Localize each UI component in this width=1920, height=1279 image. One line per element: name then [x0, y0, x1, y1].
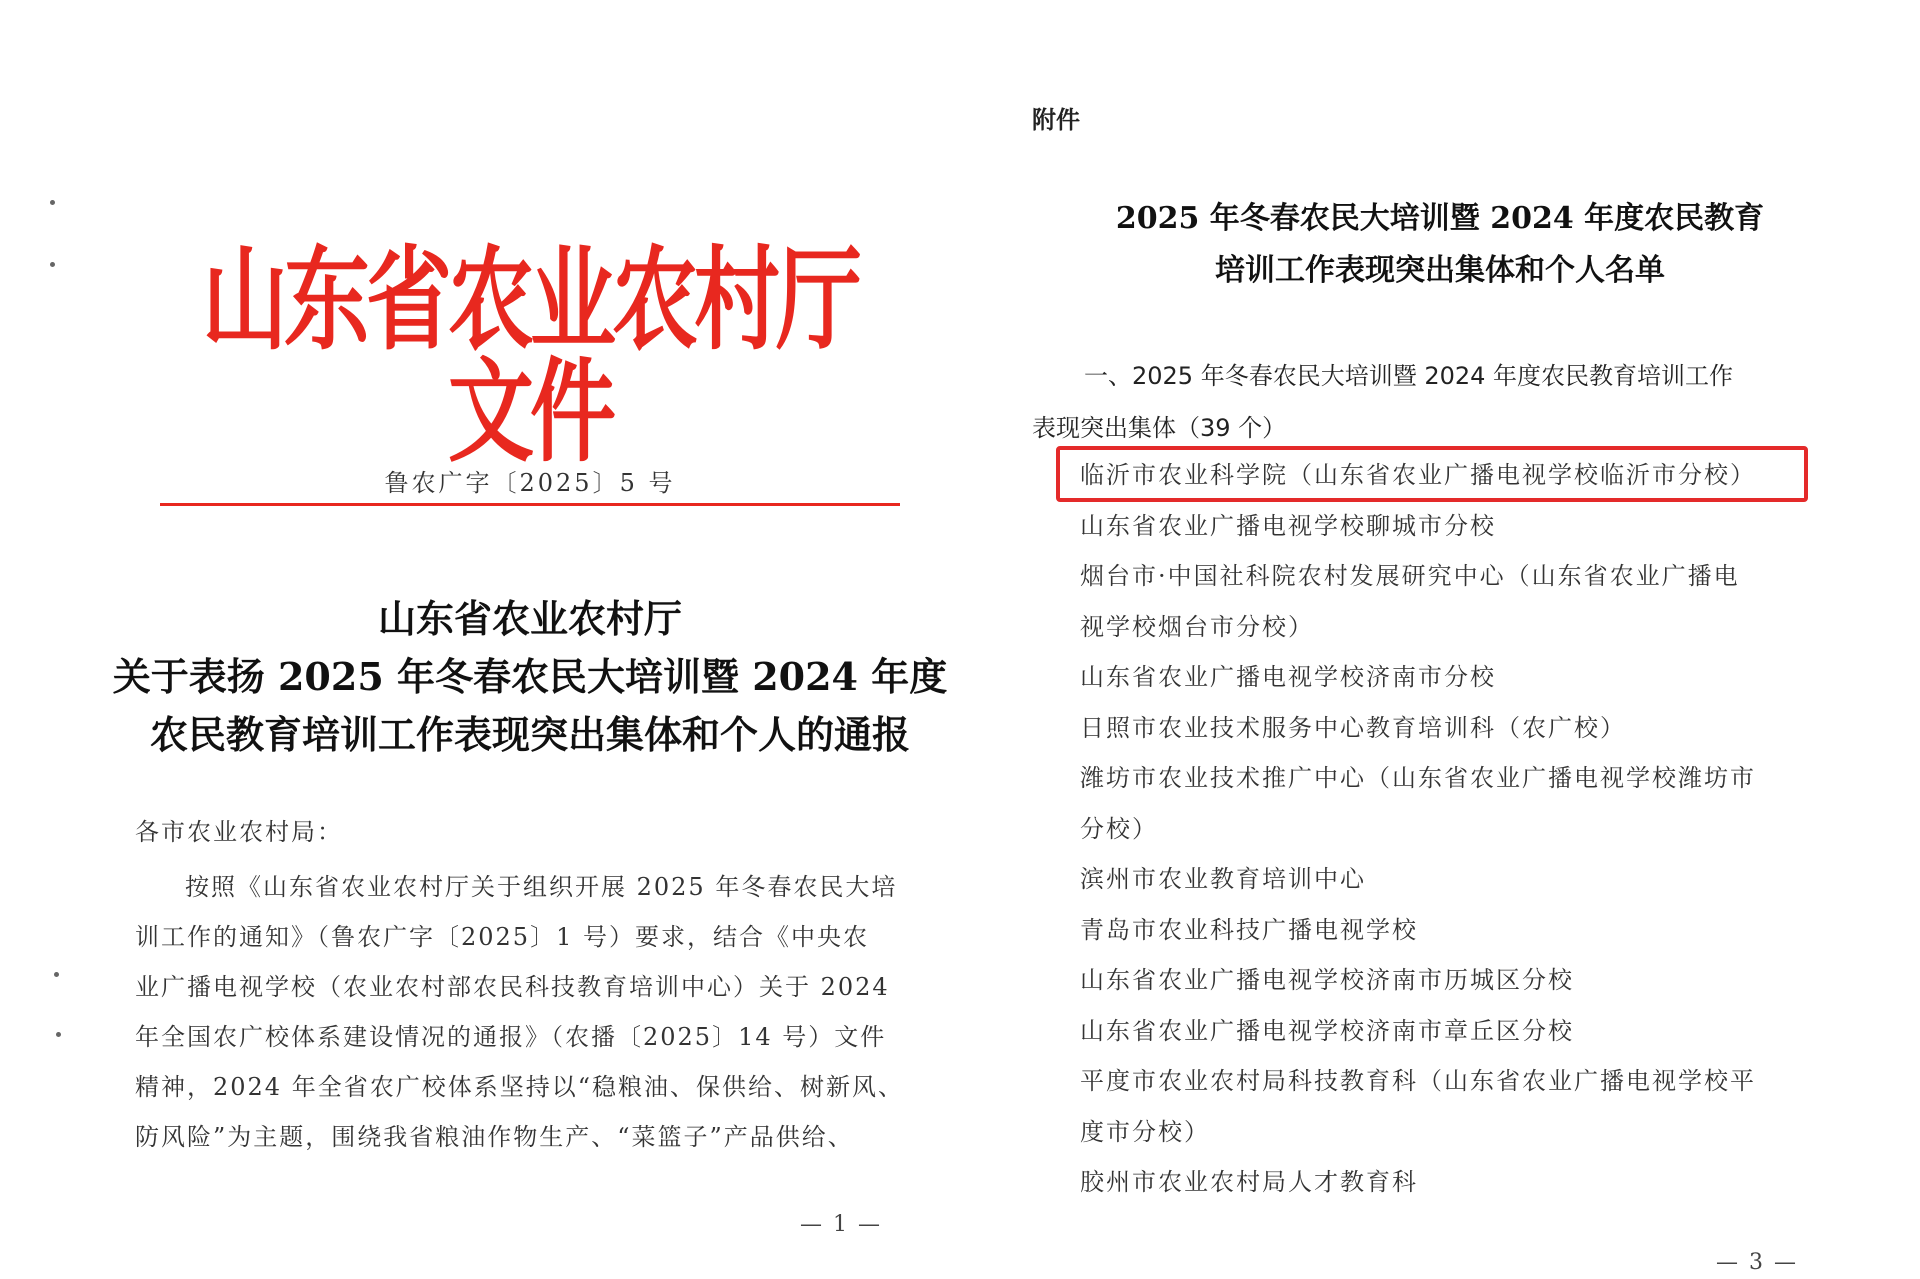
title-line: 关于表扬 2025 年冬春农民大培训暨 2024 年度 [112, 654, 948, 699]
right-document-page [1000, 0, 1920, 1279]
organization-list [1080, 450, 1820, 1208]
title-line: 山东省农业农村厅 [377, 596, 682, 641]
section-heading-line: 一、2025 年冬春农民大培训暨 2024 年度农民教育培训工作 [1084, 362, 1734, 390]
body-line: 精神，2024 年全省农广校体系坚持以“稳粮油、保供给、树新风、 [135, 1073, 904, 1101]
title-line: 培训工作表现突出集体和个人名单 [1215, 253, 1665, 288]
list-item: 山东省农业广播电视学校聊城市分校 [1080, 511, 1496, 540]
page-number: — 1 — [800, 1212, 882, 1237]
body-line: 训工作的通知》（鲁农广字〔2025〕1 号）要求，结合《中央农 [135, 923, 869, 951]
list-item: 度市分校） [1080, 1117, 1210, 1146]
scan-speck [50, 262, 55, 267]
body-line: 防风险”为主题，围绕我省粮油作物生产、“菜篮子”产品供给、 [135, 1123, 854, 1151]
notice-title [110, 590, 950, 764]
attachment-label: 附件 [1032, 106, 1080, 134]
body-line: 年全国农广校体系建设情况的通报》（农播〔2025〕14 号）文件 [135, 1023, 887, 1051]
scan-speck [50, 200, 55, 205]
list-item: 临沂市农业科学院（山东省农业广播电视学校临沂市分校） [1080, 461, 1756, 489]
document-number: 鲁农广字〔2025〕5 号 [384, 469, 676, 497]
title-line: 农民教育培训工作表现突出集体和个人的通报 [149, 712, 910, 757]
body-line: 业广播电视学校（农业农村部农民科技教育培训中心）关于 2024 [135, 973, 890, 1001]
scan-speck [54, 972, 59, 977]
list-item: 潍坊市农业技术推广中心（山东省农业广播电视学校潍坊市 [1080, 764, 1756, 792]
list-item: 山东省农业广播电视学校济南市历城区分校 [1080, 966, 1574, 994]
list-item: 山东省农业广播电视学校济南市分校 [1080, 663, 1496, 691]
list-item: 日照市农业技术服务中心教育培训科（农广校） [1080, 713, 1626, 742]
list-item: 山东省农业广播电视学校济南市章丘区分校 [1080, 1016, 1574, 1045]
body-line: 按照《山东省农业农村厅关于组织开展 2025 年冬春农民大培 [185, 873, 898, 901]
red-divider-line [160, 503, 900, 506]
list-title [1060, 193, 1820, 297]
list-item: 青岛市农业科技广播电视学校 [1080, 915, 1418, 944]
list-item: 视学校烟台市分校） [1080, 612, 1314, 641]
list-item: 平度市农业农村局科技教育科（山东省农业广播电视学校平 [1080, 1067, 1756, 1095]
list-item: 胶州市农业农村局人才教育科 [1080, 1168, 1418, 1196]
list-item: 分校） [1080, 814, 1158, 843]
scan-speck [56, 1032, 61, 1037]
list-item: 烟台市·中国社科院农村发展研究中心（山东省农业广播电 [1080, 562, 1740, 590]
red-letterhead: 山东省农业农村厅文件 [202, 235, 858, 478]
section-heading [1032, 350, 1812, 454]
section-heading-line: 表现突出集体（39 个） [1032, 414, 1287, 442]
title-line: 2025 年冬春农民大培训暨 2024 年度农民教育 [1115, 201, 1765, 236]
page-number: — 3 — [1716, 1250, 1798, 1275]
salutation: 各市农业农村局： [135, 818, 343, 846]
notice-body [135, 862, 904, 1162]
list-item: 滨州市农业教育培训中心 [1080, 865, 1366, 893]
